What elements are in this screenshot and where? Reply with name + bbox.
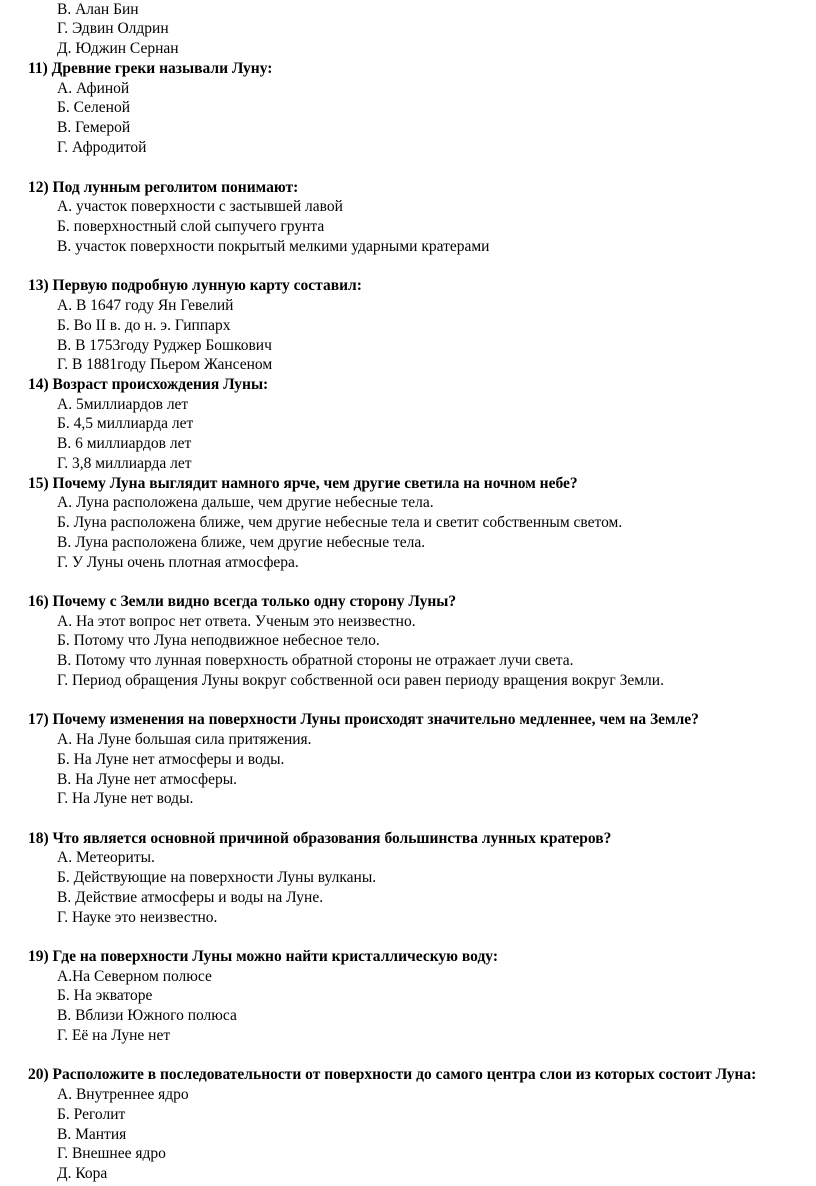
option-text: В. Алан Бин xyxy=(57,1,139,18)
option-text: В. Потому что лунная поверхность обратной стороны не отражает лучи света. xyxy=(57,652,574,669)
option-text: Б. Действующие на поверхности Луны вулканы. xyxy=(57,869,377,886)
question-title: 17) Почему изменения на поверхности Луны происходят значительно медленнее, чем на Земле? xyxy=(28,711,699,728)
option-text: Г. На Луне нет воды. xyxy=(57,790,194,807)
option-text: Б. 4,5 миллиарда лет xyxy=(57,415,194,432)
option-text: А. В 1647 году Ян Гевелий xyxy=(57,297,234,314)
option-text: Б. На экваторе xyxy=(57,987,153,1004)
option-text: В. В 1753году Руджер Бошкович xyxy=(57,337,272,354)
option-text: А. Внутреннее ядро xyxy=(57,1086,189,1103)
option-text: Д. Кора xyxy=(57,1165,108,1182)
option-text: В. Мантия xyxy=(57,1126,127,1143)
option-text: В. На Луне нет атмосферы. xyxy=(57,771,238,788)
option-text: В. участок поверхности покрытый мелкими ударными кратерами xyxy=(57,238,490,255)
option-text: А. участок поверхности с застывшей лавой xyxy=(57,198,343,215)
question-title: 16) Почему с Земли видно всегда только одну сторону Луны? xyxy=(28,593,457,610)
option-text: А. На Луне большая сила притяжения. xyxy=(57,731,312,748)
option-text: Д. Юджин Сернан xyxy=(57,40,179,57)
option-text: Г. Внешнее ядро xyxy=(57,1145,166,1162)
option-text: Б. поверхностный слой сыпучего грунта xyxy=(57,218,325,235)
option-text: Г. У Луны очень плотная атмосфера. xyxy=(57,554,299,571)
question-title: 20) Расположите в последовательности от поверхности до самого центра слои из которых состоит Луна: xyxy=(28,1066,757,1083)
option-text: Г. В 1881году Пьером Жансеном xyxy=(57,356,273,373)
option-text: А. На этот вопрос нет ответа. Ученым это неизвестно. xyxy=(57,613,416,630)
option-text: В. Действие атмосферы и воды на Луне. xyxy=(57,889,324,906)
option-text: А. Афиной xyxy=(57,80,130,97)
option-text: Г. Эдвин Олдрин xyxy=(57,20,169,37)
option-text: В. Вблизи Южного полюса xyxy=(57,1007,237,1024)
option-text: Б. Селеной xyxy=(57,99,131,116)
option-text: А. 5миллиардов лет xyxy=(57,396,189,413)
option-text: А.На Северном полюсе xyxy=(57,968,212,985)
question-title: 18) Что является основной причиной образования большинства лунных кратеров? xyxy=(28,830,612,847)
option-text: Б. Потому что Луна неподвижное небесное тело. xyxy=(57,632,380,649)
option-text: Б. На Луне нет атмосферы и воды. xyxy=(57,751,285,768)
question-title: 13) Первую подробную лунную карту составил: xyxy=(28,277,362,294)
option-text: Г. Её на Луне нет xyxy=(57,1027,171,1044)
question-title: 12) Под лунным реголитом понимают: xyxy=(28,179,299,196)
option-text: Г. Науке это неизвестно. xyxy=(57,909,218,926)
question-title: 14) Возраст происхождения Луны: xyxy=(28,376,269,393)
option-text: Г. Период обращения Луны вокруг собственной оси равен периоду вращения вокруг Земли. xyxy=(57,672,664,689)
option-text: Г. Афродитой xyxy=(57,139,147,156)
option-text: Г. 3,8 миллиарда лет xyxy=(57,455,192,472)
question-title: 15) Почему Луна выглядит намного ярче, чем другие светила на ночном небе? xyxy=(28,475,578,492)
option-text: Б. Реголит xyxy=(57,1106,126,1123)
option-text: Б. Луна расположена ближе, чем другие небесные тела и светит собственным светом. xyxy=(57,514,623,531)
option-text: Б. Во II в. до н. э. Гиппарх xyxy=(57,317,231,334)
option-text: В. Луна расположена ближе, чем другие небесные тела. xyxy=(57,534,426,551)
option-text: В. Гемерой xyxy=(57,119,131,136)
option-text: В. 6 миллиардов лет xyxy=(57,435,192,452)
option-text: А. Луна расположена дальше, чем другие небесные тела. xyxy=(57,494,434,511)
question-title: 19) Где на поверхности Луны можно найти кристаллическую воду: xyxy=(28,948,499,965)
question-title: 11) Древние греки называли Луну: xyxy=(28,60,273,77)
option-text: А. Метеориты. xyxy=(57,849,155,866)
